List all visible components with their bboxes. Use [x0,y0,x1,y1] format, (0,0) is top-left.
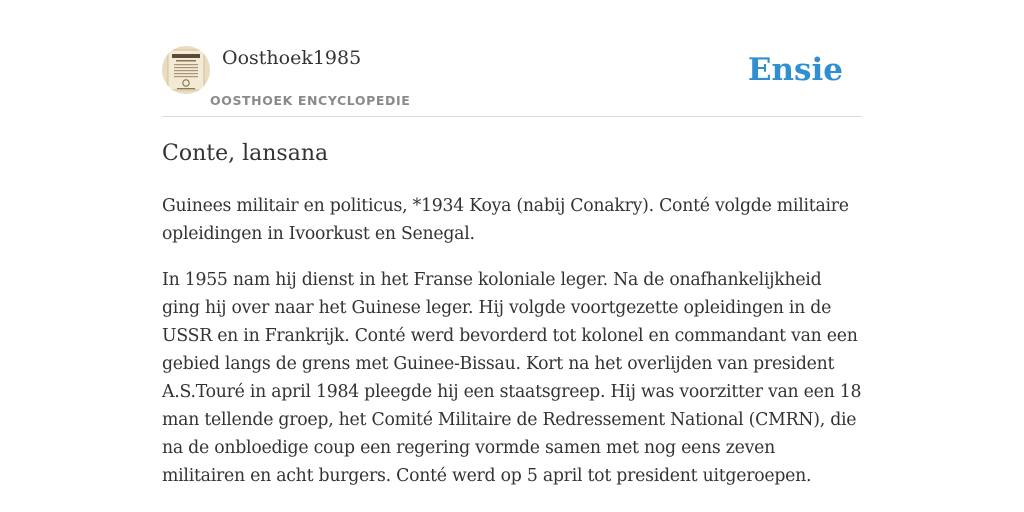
book-title-page-icon [162,46,210,94]
article-title: Conte, lansana [162,141,329,166]
article-paragraph: Guinees militair en politicus, *1934 Koya (nabij Conakry). Conté volgde militaire opleidingen in Ivoorkust en Senegal. [162,196,849,244]
source-subtitle: OOSTHOEK ENCYCLOPEDIE [210,93,411,108]
article-paragraph: In 1955 nam hij dienst in het Franse koloniale leger. Na de onafhankelijkheid ging hij over naar het Guinese leger. Hij volgde voortgezette opleidingen in de USSR en in Frankrijk. Conté werd bevorderd tot kolonel en commandant van een gebied langs de grens met Guinee-Bissau. Kort na het overlijden van president A.S.Touré in april 1984 pleegde hij een staatsgreep. Hij was voorzitter van een 18 man tellende groep, het Comité Militaire de Redressement National (CMRN), die na de onbloedige coup een regering vormde samen met nog eens zeven militairen en acht burgers. Conté werd op 5 april tot president uitgeroepen. [162,270,862,486]
brand-logo[interactable]: Ensie [747,52,843,88]
source-name[interactable]: Oosthoek1985 [222,47,362,69]
header [162,44,862,117]
source-avatar[interactable] [162,46,210,94]
article-body [162,192,862,508]
